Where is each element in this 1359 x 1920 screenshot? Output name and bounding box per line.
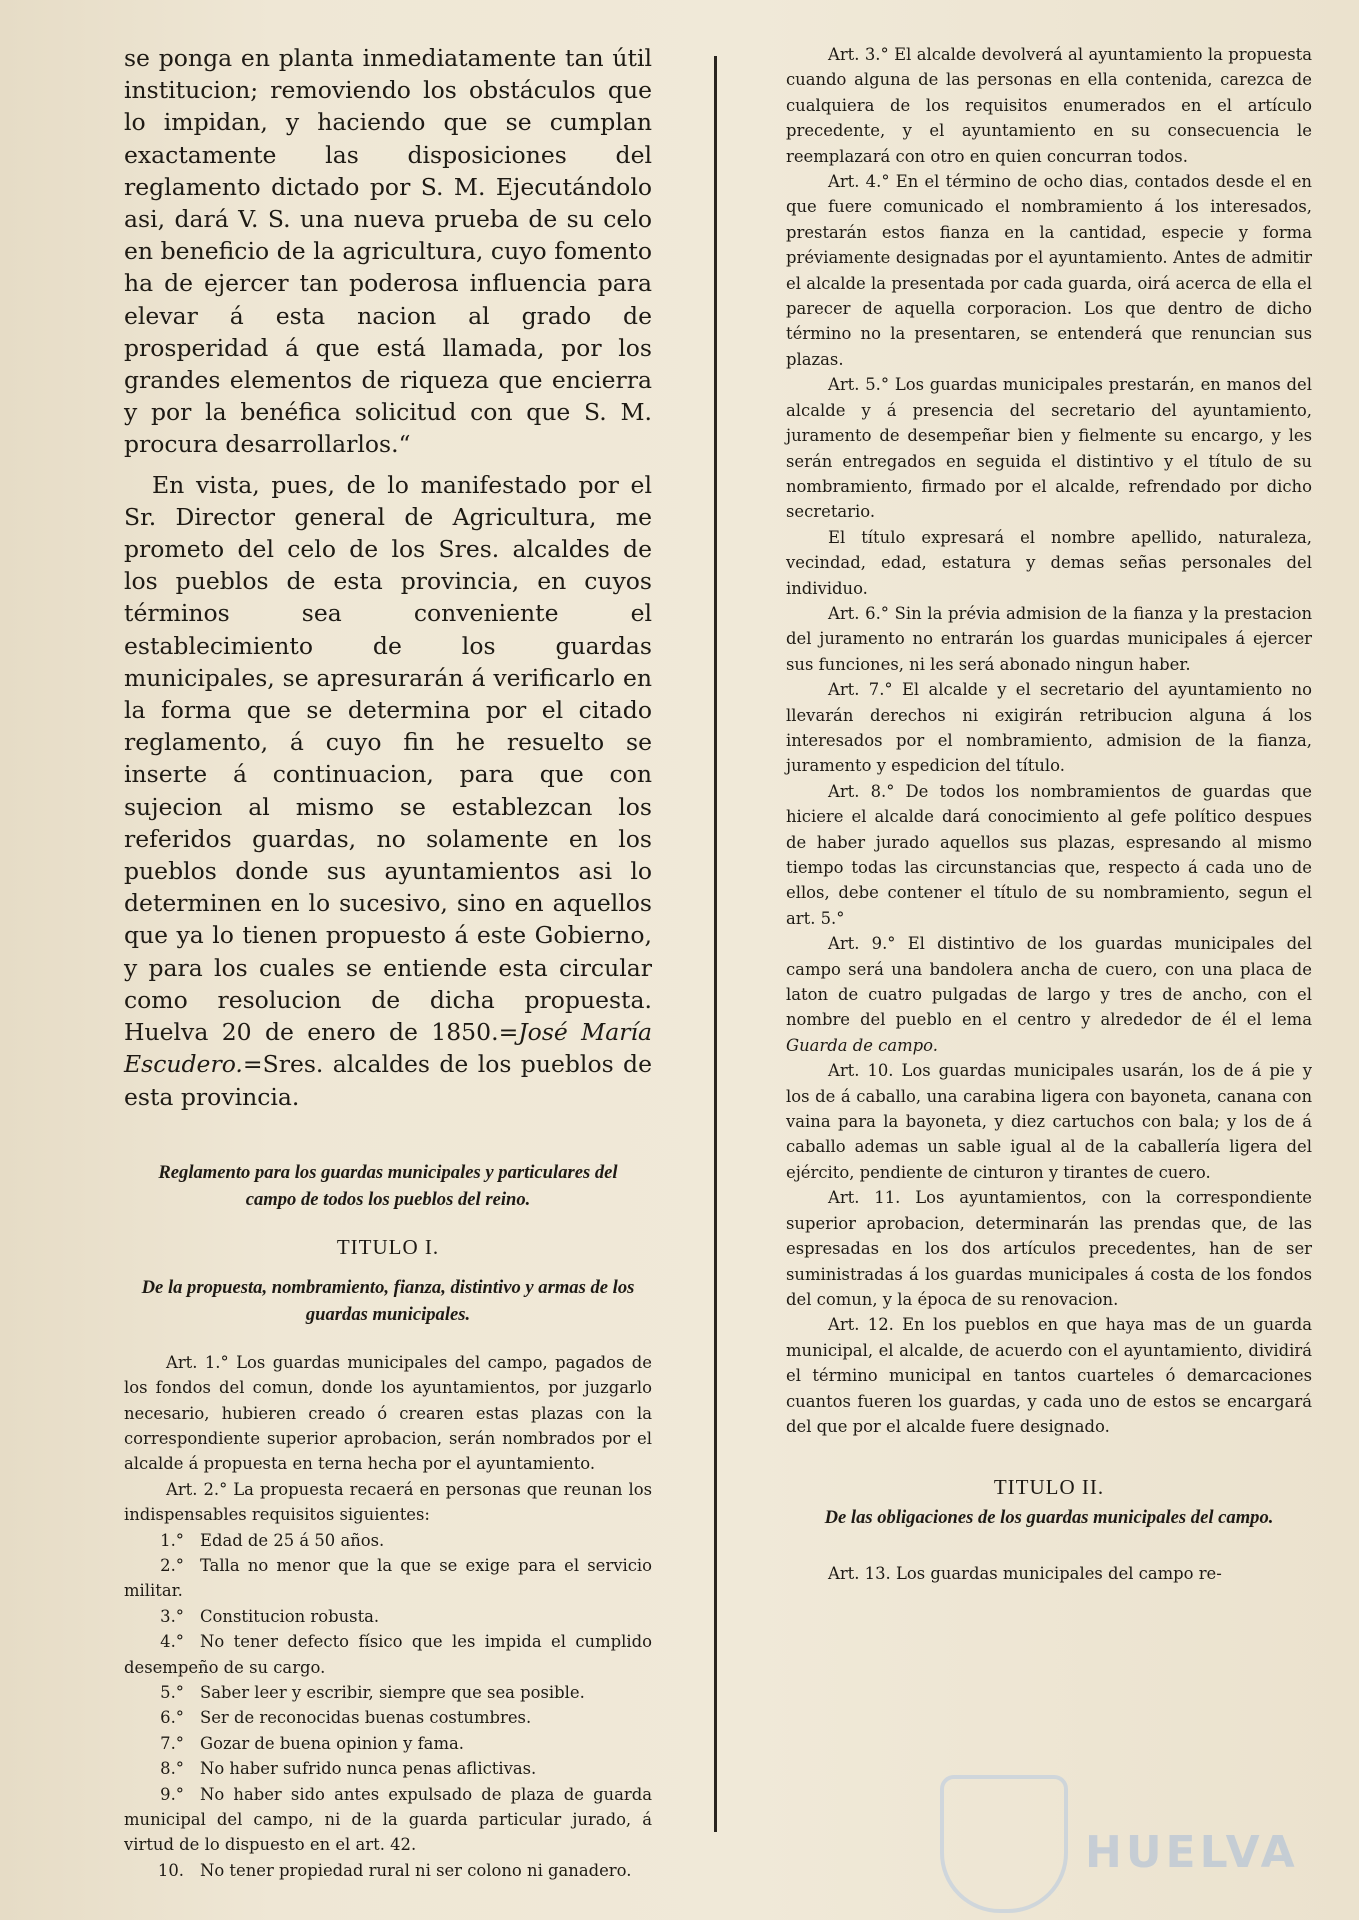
signature: José María Escudero. [124,1018,652,1079]
requirement-text: Ser de reconocidas buenas costumbres. [200,1708,532,1728]
requirement-text: No haber sido antes expulsado de plaza de guarda municipal del campo, ni de la guarda particular jurado, á virtud de lo dispuesto en el art. 42. [124,1784,652,1855]
titulo-1-heading: TITULO I. [336,1234,440,1259]
requirement-item [124,1680,652,1705]
article-9-text: Art. 9.° El distintivo de los guardas municipales del campo será una bandolera ancha de cuero, con una placa de laton de cuatro pulgadas de largo y tres de ancho, con el nombre del pueblo en el centro y alrededor de él el lema [786,934,1312,1030]
requirement-text: Gozar de buena opinion y fama. [200,1733,464,1753]
article-12: Art. 12. En los pueblos en que haya mas de un guarda municipal, el alcalde, de acuerdo con el ayuntamiento, dividirá el término municipal en tantos cuarteles ó demarcaciones cuantos fueren los guardas, y cada uno de estos se encargará del que por el alcalde fuere designado. [786,1315,1312,1436]
requirement-number: 9.° [160,1784,184,1804]
requirement-item [124,1629,652,1680]
requirement-text: Talla no menor que la que se exige para el servicio militar. [124,1555,652,1601]
requirement-text: Constitucion robusta. [200,1606,380,1626]
article-10: Art. 10. Los guardas municipales usarán, los de á pie y los de á caballo, una carabina ligera con bayoneta, canana con vaina para la bayoneta, y diez cartuchos con bala; y los de á caballo ademas un sable igual al de la caballería ligera del ejército, pendiente de cinturon y tirantes de cuero. [786,1061,1312,1182]
article-3: Art. 3.° El alcalde devolverá al ayuntamiento la propuesta cuando alguna de las personas en ella contenida, carezca de cualquiera de los requisitos enumerados en el artículo precedente, y el ayuntamiento en su consecuencia le reemplazará con otro en quien concurran todos. [786,45,1312,166]
requirement-text: No haber sufrido nunca penas aflictivas. [200,1759,537,1779]
article-2: Art. 2.° La propuesta recaerá en personas que reunan los indispensables requisitos siguientes: [124,1479,652,1525]
requirement-item [124,1858,652,1883]
article-9 [786,931,1312,1058]
paragraph-2-end: Sres. alcaldes de los pueblos de esta provincia. [124,1050,652,1111]
column-divider [714,56,717,1832]
requirement-item [124,1756,652,1781]
requirement-number: 5.° [160,1682,184,1702]
titulo-2-subtitle: De las obligaciones de los guardas municipales del campo. [824,1507,1274,1529]
requirement-text: Edad de 25 á 50 años. [200,1530,385,1550]
requirement-item [124,1731,652,1756]
requirement-text: No tener propiedad rural ni ser colono ni ganadero. [200,1860,632,1880]
requirement-item [124,1705,652,1730]
paragraph-2-text: En vista, pues, de lo manifestado por el Sr. Director general de Agricultura, me prometo del celo de los Sres. alcaldes de los pueblos de esta provincia, en cuyos términos sea conveniente el establecimiento de los guardas municipales, se apresurarán á verificarlo en la forma que se determina por el citado reglamento, á cuyo fin he resuelto se inserte á continuacion, para que con sujecion al mismo se establezcan los referidos guardas, no solamente en los pueblos donde sus ayuntamientos asi lo determinen en lo sucesivo, sino en aquellos que ya lo tienen propuesto á este Gobierno, y para los cuales se entiende esta circular como resolucion de dicha propuesta. Huelva 20 de enero de 1850. [124,470,652,1047]
article-8: Art. 8.° De todos los nombramientos de guardas que hiciere el alcalde dará conocimiento al gefe político despues de haber jurado aquellos sus plazas, espresando al mismo tiempo todas las circunstancias que, respecto á cada uno de ellos, debe contener el título de su nombramiento, segun el art. 5.° [786,781,1312,928]
crest-icon [940,1775,1068,1913]
right-column [786,42,1312,1587]
article-9-lema: Guarda de campo. [786,1035,938,1055]
paragraph-2 [124,469,652,1113]
requirement-item [124,1782,652,1858]
article-13: Art. 13. Los guardas municipales del campo re- [828,1564,1222,1584]
watermark-label: HUELVA [1085,1827,1299,1878]
article-1: Art. 1.° Los guardas municipales del campo, pagados de los fondos del comun, donde los ayuntamientos, por juzgarlo necesario, hubieren creado ó crearen estas plazas con la correspondiente superior aprobacion, serán nombrados por el alcalde á propuesta en terna hecha por el ayuntamiento. [124,1352,652,1474]
requirement-item [124,1604,652,1629]
article-5: Art. 5.° Los guardas municipales prestarán, en manos del alcalde y á presencia del secretario del ayuntamiento, juramento de desempeñar bien y fielmente su encargo, y les serán entregados en seguida el distintivo y el título de su nombramiento, firmado por el alcalde, refrendado por dicho secretario. [786,375,1312,522]
requirement-item [124,1528,652,1553]
requirements-list [124,1528,652,1884]
requirement-item [124,1553,652,1604]
article-5-continued: El título expresará el nombre apellido, naturaleza, vecindad, edad, estatura y demas señas personales del individuo. [786,527,1312,598]
requirement-text: No tener defecto físico que les impida el cumplido desempeño de su cargo. [124,1632,652,1677]
titulo-1-subtitle: De la propuesta, nombramiento, fianza, distintivo y armas de los guardas municipales. [141,1276,635,1325]
huelva-watermark [1085,1815,1299,1895]
requirement-number: 3.° [160,1606,184,1626]
titulo-2-heading: TITULO II. [993,1475,1105,1500]
requirement-number: 7.° [160,1733,184,1753]
article-11: Art. 11. Los ayuntamientos, con la correspondiente superior aprobacion, determinarán las prendas que, de las espresadas en los dos artículos precedentes, han de ser suministradas á los guardas municipales á costa de los fondos del comun, y la época de su renovacion. [786,1188,1312,1309]
requirement-number: 8.° [160,1759,184,1779]
requirement-number: 6.° [160,1708,184,1728]
paragraph-1: se ponga en planta inmediatamente tan útil institucion; removiendo los obstáculos que lo impidan, y haciendo que se cumplan exactamente las disposiciones del reglamento dictado por S. M. Ejecutándolo asi, dará V. S. una nueva prueba de su celo en beneficio de la agricultura, cuyo fomento ha de ejercer tan poderosa influencia para elevar á esta nacion al grado de prosperidad á que está llamada, por los grandes elementos de riqueza que encierra y por la benéfica solicitud con que S. M. procura desarrollarlos.“ [124,44,652,459]
requirement-number: 2.° [160,1555,184,1575]
requirement-number: 4.° [160,1632,184,1652]
reglamento-title: Reglamento para los guardas municipales y particulares del campo de todos los pueblos del reino. [158,1161,618,1210]
requirement-number: 10. [157,1860,184,1880]
em-dash: = [242,1050,263,1079]
requirement-text: Saber leer y escribir, siempre que sea posible. [200,1682,585,1702]
article-6: Art. 6.° Sin la prévia admision de la fianza y la prestacion del juramento no entrarán los guardas municipales á ejercer sus funciones, ni les será abonado ningun haber. [786,603,1312,674]
article-7: Art. 7.° El alcalde y el secretario del ayuntamiento no llevarán derechos ni exigirán retribucion alguna á los interesados por el nombramiento, admision de la fianza, juramento y espedicion del título. [786,680,1312,776]
em-dash: = [498,1018,519,1047]
left-column [124,42,652,1883]
article-4: Art. 4.° En el término de ocho dias, contados desde el en que fuere comunicado el nombramiento á los interesados, prestarán estos fianza en la cantidad, especie y forma préviamente designadas por el ayuntamiento. Antes de admitir el alcalde la presentada por cada guarda, oirá acerca de ella el parecer de aquella corporacion. Los que dentro de dicho término no la presentaren, se entenderá que renuncian sus plazas. [786,172,1312,369]
requirement-number: 1.° [160,1530,184,1550]
